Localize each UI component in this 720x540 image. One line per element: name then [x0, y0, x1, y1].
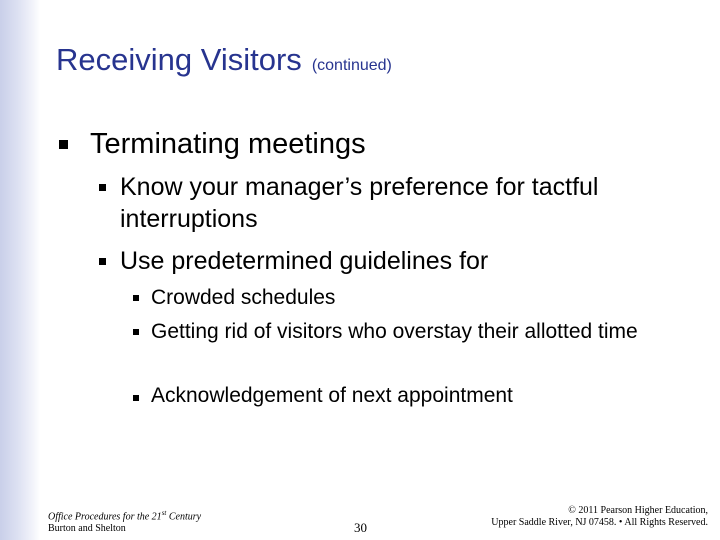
footer-book-info	[48, 507, 201, 535]
footer-copyright-line2: Upper Saddle River, NJ 07458. • All Rights Reserved.	[491, 517, 708, 528]
slide-title-main: Receiving Visitors	[56, 42, 302, 77]
slide-title-suffix: (continued)	[311, 57, 392, 74]
bullet-square-icon	[133, 295, 139, 301]
bullet-square-icon	[99, 258, 106, 265]
footer-authors: Burton and Shelton	[48, 523, 126, 535]
bullet-square-icon	[59, 140, 68, 149]
bullet-square-icon	[133, 395, 139, 401]
footer-book-title	[48, 507, 201, 523]
sub-bullet-manager-preference: Know your manager’s preference for tactful interruptions	[120, 173, 599, 233]
page-number: 30	[354, 520, 367, 535]
left-gradient-bar	[0, 0, 40, 540]
sub-bullet-guidelines: Use predetermined guidelines for	[120, 247, 489, 275]
subsub-bullet-overstay: Getting rid of visitors who overstay their allotted time	[151, 320, 638, 343]
bullet-square-icon	[99, 184, 106, 191]
footer-copyright-line1: © 2011 Pearson Higher Education,	[568, 505, 708, 516]
footer-copyright	[491, 505, 708, 529]
footer-book-title-end: Century	[166, 511, 202, 523]
bullet-square-icon	[133, 329, 139, 335]
subsub-bullet-crowded-schedules: Crowded schedules	[151, 286, 336, 309]
subsub-bullet-next-appointment: Acknowledgement of next appointment	[151, 384, 513, 407]
bullet-terminating-meetings: Terminating meetings	[90, 128, 366, 160]
slide-title	[56, 42, 392, 78]
footer-book-title-sup: st	[161, 509, 167, 517]
footer-book-title-text: Office Procedures for the 21	[48, 511, 162, 523]
